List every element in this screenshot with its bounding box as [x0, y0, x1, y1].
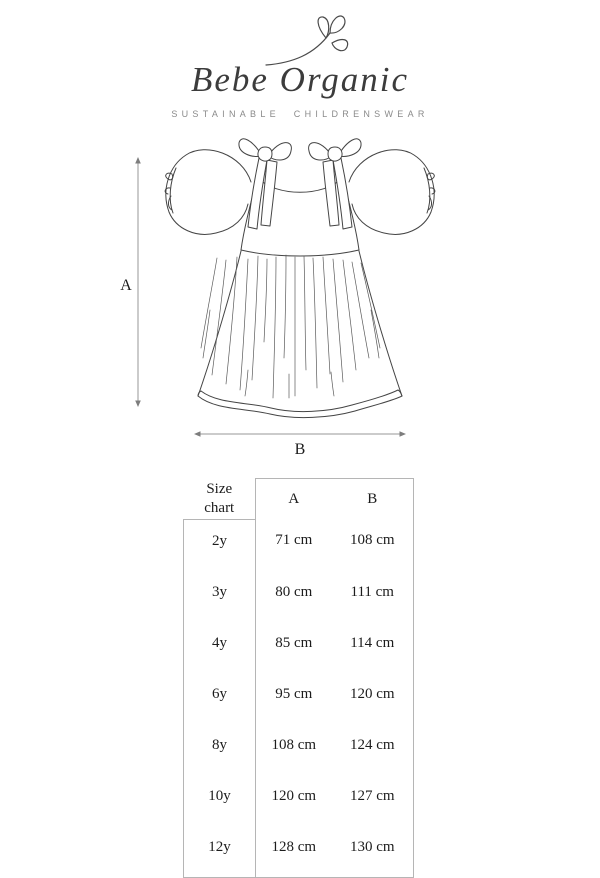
dimension-a-cell: 80 cm [256, 571, 332, 622]
dimension-a-arrow [135, 157, 141, 407]
table-row [184, 571, 414, 622]
dimension-a-cell: 108 cm [256, 724, 332, 775]
brand-header [0, 0, 600, 119]
header-size-chart: Size chart [184, 479, 256, 520]
size-cell: 6y [184, 673, 256, 724]
right-shoulder-tie [309, 139, 361, 229]
dimension-b-cell: 120 cm [332, 673, 414, 724]
size-cell: 3y [184, 571, 256, 622]
dimension-b-cell: 127 cm [332, 775, 414, 826]
dimension-b-cell: 114 cm [332, 622, 414, 673]
size-cell: 8y [184, 724, 256, 775]
dimension-b-cell: 108 cm [332, 519, 414, 571]
brand-name: Bebe Organic [190, 60, 410, 99]
skirt-gather-lines [201, 255, 380, 398]
size-cell: 10y [184, 775, 256, 826]
table-row [184, 622, 414, 673]
dimension-b-cell: 124 cm [332, 724, 414, 775]
dimension-b-arrow [194, 431, 406, 437]
header-dimension-b: B [332, 479, 414, 520]
size-cell: 4y [184, 622, 256, 673]
dimension-a-cell: 71 cm [256, 519, 332, 571]
leaf-sprig-icon [0, 13, 600, 67]
table-row [184, 673, 414, 724]
table-row [184, 826, 414, 878]
table-row [184, 519, 414, 571]
brand-tagline: SUSTAINABLE CHILDRENSWEAR [171, 108, 429, 119]
dimension-a-label: A [120, 277, 132, 294]
size-chart-table [183, 478, 414, 878]
dimension-a-cell: 128 cm [256, 826, 332, 878]
dimension-b-cell: 130 cm [332, 826, 414, 878]
dress-diagram [0, 130, 600, 475]
table-row [184, 775, 414, 826]
dimension-b-label: B [294, 441, 306, 458]
dimension-a-cell: 95 cm [256, 673, 332, 724]
left-shoulder-tie [239, 139, 291, 229]
header-dimension-a: A [256, 479, 332, 520]
size-cell: 12y [184, 826, 256, 878]
table-row [184, 724, 414, 775]
size-cell: 2y [184, 519, 256, 571]
dimension-b-cell: 111 cm [332, 571, 414, 622]
dimension-a-cell: 120 cm [256, 775, 332, 826]
table-header-row [184, 479, 414, 520]
dimension-a-cell: 85 cm [256, 622, 332, 673]
dress-drawing [165, 139, 435, 418]
